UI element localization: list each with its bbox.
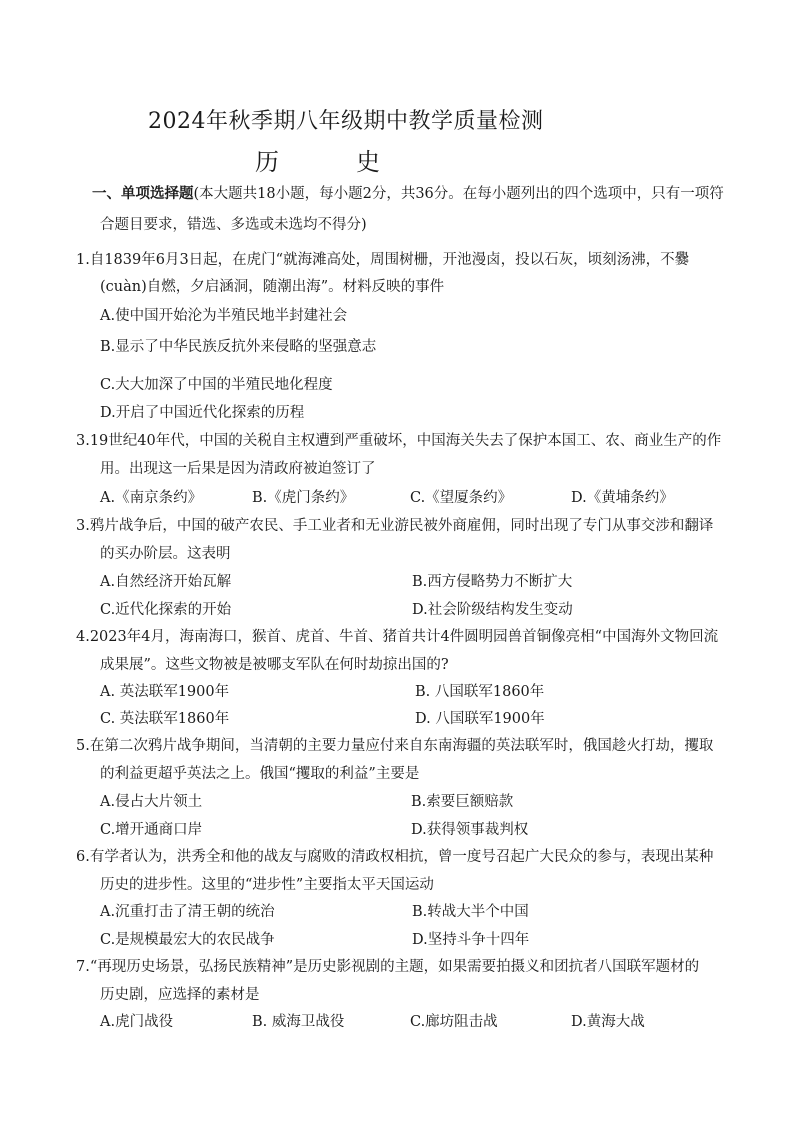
q5-option-b: B.索要巨额赔款 [411, 794, 514, 810]
q2-stem-line-2: 用。出现这一后果是因为清政府被迫签订了 [100, 461, 376, 477]
q4-stem-line-1: 4.2023年4月，海南海口，猴首、虎首、牛首、猪首共计4件圆明园兽首铜像亮相“中国海外文物回流 [76, 629, 719, 645]
q1-stem-line-2: (cuàn)自燃，夕启涵洞，随潮出海”。材料反映的事件 [100, 279, 445, 295]
q2-option-d: D.《黄埔条约》 [571, 490, 674, 506]
subject-char-2: 史 [356, 148, 380, 176]
q6-stem-line-2: 历史的进步性。这里的“进步性”主要指太平天国运动 [100, 877, 434, 893]
q3-stem-line-1: 3.鸦片战争后，中国的破产农民、手工业者和无业游民被外商雇佣，同时出现了专门从事交涉和翻译 [76, 518, 714, 534]
q6-option-c: C.是规模最宏大的农民战争 [100, 932, 275, 948]
q1-option-a: A.使中国开始沦为半殖民地半封建社会 [100, 308, 348, 324]
q2-stem-line-1: 3.19世纪40年代，中国的关税自主权遭到严重破坏，中国海关失去了保护本国工、农、商业生产的作 [76, 433, 722, 449]
q2-option-a: A.《南京条约》 [100, 490, 203, 506]
q4-option-a: A. 英法联军1900年 [100, 684, 230, 700]
q1-option-d: D.开启了中国近代化探索的历程 [100, 405, 305, 421]
exam-title: 2024年秋季期八年级期中教学质量检测 [148, 109, 544, 134]
q4-stem-line-2: 成果展”。这些文物被是被哪支军队在何时劫掠出国的? [100, 657, 449, 673]
q1-option-c: C.大大加深了中国的半殖民地化程度 [100, 377, 333, 393]
q3-option-c: C.近代化探索的开始 [100, 602, 232, 618]
section-rules-1: (本大题共18小题，每小题2分，共36分。在每小题列出的四个选项中，只有一项符 [193, 186, 724, 202]
q5-option-d: D.获得领事裁判权 [411, 822, 529, 838]
q4-option-d: D. 八国联军1900年 [415, 711, 545, 727]
q7-option-b: B. 威海卫战役 [252, 1014, 345, 1030]
q6-stem-line-1: 6.有学者认为，洪秀全和他的战友与腐败的清政权相抗，曾一度号召起广大民众的参与，表现出某种 [76, 849, 714, 865]
q5-stem-line-2: 的利益更超乎英法之上。俄国“攫取的利益”主要是 [100, 766, 420, 782]
q3-stem-line-2: 的买办阶层。这表明 [100, 546, 231, 562]
q2-option-c: C.《望厦条约》 [410, 490, 513, 506]
q6-option-a: A.沉重打击了清王朝的统治 [100, 904, 275, 920]
q7-stem-line-2: 历史剧，应选择的素材是 [100, 987, 260, 1003]
q1-stem-line-1: 1.自1839年6月3日起，在虎门“就海滩高处，周围树栅，开池漫卤，投以石灰，顷刻汤沸，不爨 [76, 252, 690, 268]
section-heading: 一、单项选择题 [92, 185, 194, 202]
q7-option-d: D.黄海大战 [571, 1014, 645, 1030]
q7-option-a: A.虎门战役 [100, 1014, 174, 1030]
q1-option-b: B.显示了中华民族反抗外来侵略的坚强意志 [100, 339, 377, 355]
q2-option-b: B.《虎门条约》 [252, 490, 355, 506]
q7-option-c: C.廊坊阻击战 [410, 1014, 498, 1030]
q4-option-c: C. 英法联军1860年 [100, 711, 230, 727]
q3-option-a: A.自然经济开始瓦解 [100, 574, 232, 590]
q3-option-d: D.社会阶级结构发生变动 [412, 602, 573, 618]
q5-option-a: A.侵占大片领土 [100, 794, 203, 810]
q6-option-d: D.坚持斗争十四年 [412, 932, 530, 948]
q4-option-b: B. 八国联军1860年 [415, 684, 545, 700]
q6-option-b: B.转战大半个中国 [412, 904, 529, 920]
q3-option-b: B.西方侵略势力不断扩大 [412, 574, 573, 590]
subject-char-1: 历 [255, 148, 279, 176]
q7-stem-line-1: 7.“再现历史场景，弘扬民族精神”是历史影视剧的主题，如果需要拍摄义和团抗者八国联军题材的 [76, 959, 700, 975]
section-rules-2: 合题目要求，错选、多选或未选均不得分) [100, 217, 367, 233]
q5-option-c: C.增开通商口岸 [100, 822, 203, 838]
section-heading-line-1 [92, 182, 724, 203]
q5-stem-line-1: 5.在第二次鸦片战争期间，当清朝的主要力量应付来自东南海疆的英法联军时，俄国趁火打劫，攫取 [76, 738, 714, 754]
